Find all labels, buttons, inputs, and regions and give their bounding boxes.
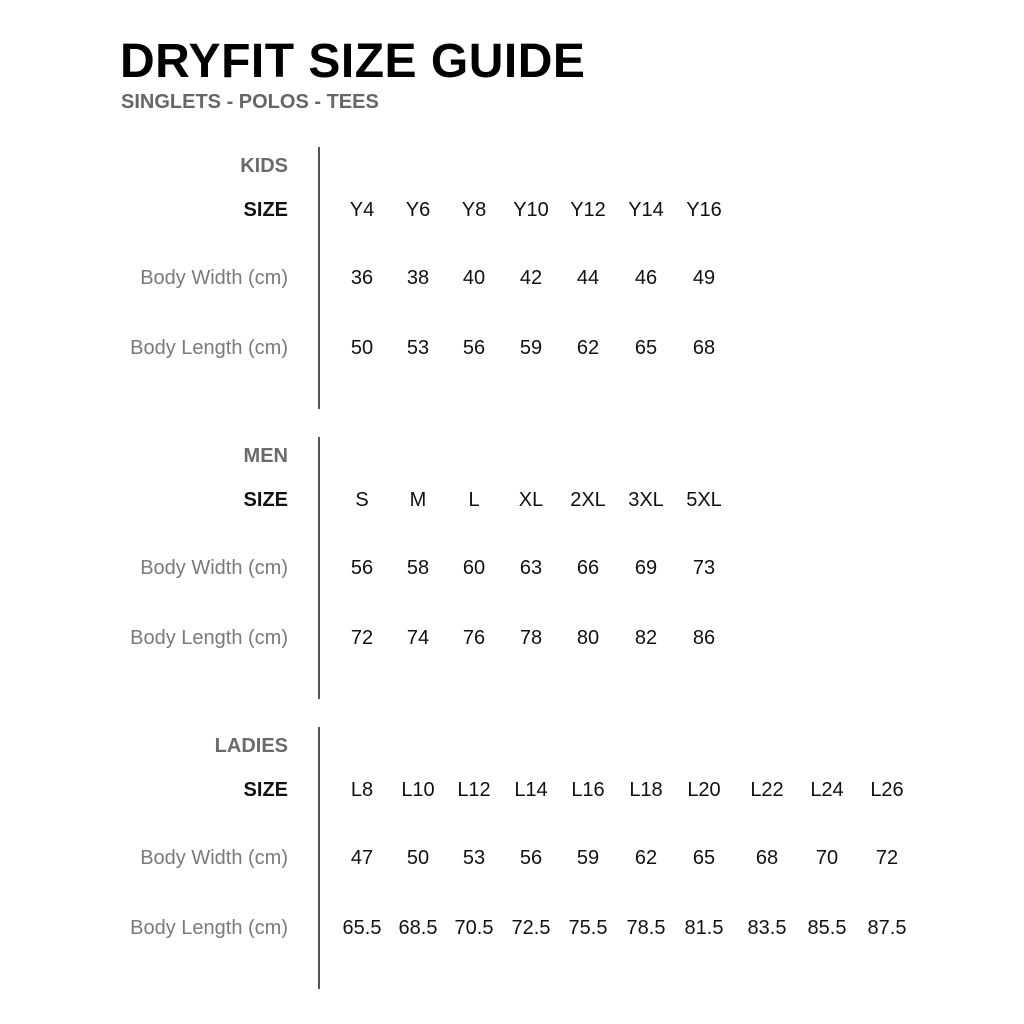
section-title: LADIES (214, 735, 288, 757)
section-title: MEN (243, 445, 288, 467)
size-cell: S (355, 489, 369, 511)
size-cell: L22 (750, 779, 784, 801)
body-width-cell: 47 (350, 847, 374, 869)
size-cell: Y12 (570, 199, 606, 221)
body-length-cell: 85.5 (807, 917, 847, 939)
size-cell: Y10 (513, 199, 549, 221)
body-width-cell: 68 (755, 847, 779, 869)
body-length-cell: 80 (576, 627, 600, 649)
size-cell: M (409, 489, 427, 511)
size-row-label: SIZE (243, 779, 288, 801)
size-cell: Y16 (686, 199, 722, 221)
body-width-row-label: Body Width (cm) (140, 557, 288, 579)
size-cell: 3XL (628, 489, 664, 511)
body-length-cell: 74 (406, 627, 430, 649)
body-length-cell: 59 (519, 337, 543, 359)
body-length-cell: 72 (350, 627, 374, 649)
size-cell: 2XL (570, 489, 606, 511)
body-width-cell: 72 (875, 847, 899, 869)
body-length-cell: 65.5 (342, 917, 382, 939)
size-cell: L24 (810, 779, 844, 801)
size-cell: L8 (350, 779, 374, 801)
body-length-cell: 83.5 (747, 917, 787, 939)
size-cell: Y14 (628, 199, 664, 221)
body-width-cell: 59 (576, 847, 600, 869)
size-cell: L14 (514, 779, 548, 801)
body-length-cell: 76 (462, 627, 486, 649)
body-width-cell: 70 (815, 847, 839, 869)
size-cell: 5XL (686, 489, 722, 511)
body-width-cell: 56 (350, 557, 374, 579)
body-width-cell: 66 (576, 557, 600, 579)
body-width-cell: 46 (634, 267, 658, 289)
body-length-cell: 53 (406, 337, 430, 359)
body-width-cell: 62 (634, 847, 658, 869)
body-width-cell: 40 (462, 267, 486, 289)
size-cell: L26 (870, 779, 904, 801)
size-cell: L12 (457, 779, 491, 801)
size-cell: L18 (629, 779, 663, 801)
page-subtitle: SINGLETS - POLOS - TEES (121, 91, 379, 113)
body-width-cell: 63 (519, 557, 543, 579)
body-length-cell: 81.5 (684, 917, 724, 939)
size-row-label: SIZE (243, 489, 288, 511)
body-width-row-label: Body Width (cm) (140, 267, 288, 289)
body-width-cell: 60 (462, 557, 486, 579)
page-title: DRYFIT SIZE GUIDE (120, 35, 586, 88)
section-ladies (0, 727, 1024, 989)
body-width-row-label: Body Width (cm) (140, 847, 288, 869)
section-men (0, 437, 1024, 699)
size-row-label: SIZE (243, 199, 288, 221)
body-width-cell: 38 (406, 267, 430, 289)
body-length-cell: 56 (462, 337, 486, 359)
body-length-cell: 78 (519, 627, 543, 649)
section-kids (0, 147, 1024, 409)
body-length-cell: 75.5 (568, 917, 608, 939)
size-cell: Y4 (349, 199, 375, 221)
body-width-cell: 49 (692, 267, 716, 289)
body-width-cell: 36 (350, 267, 374, 289)
body-width-cell: 42 (519, 267, 543, 289)
size-cell: L10 (401, 779, 435, 801)
body-width-cell: 58 (406, 557, 430, 579)
body-length-row-label: Body Length (cm) (130, 627, 288, 649)
size-cell: L16 (571, 779, 605, 801)
section-title: KIDS (240, 155, 288, 177)
body-length-cell: 65 (634, 337, 658, 359)
column-divider (318, 727, 320, 989)
body-length-row-label: Body Length (cm) (130, 337, 288, 359)
size-cell: Y8 (461, 199, 487, 221)
size-cell: L20 (687, 779, 721, 801)
column-divider (318, 147, 320, 409)
body-length-cell: 68.5 (398, 917, 438, 939)
body-length-row-label: Body Length (cm) (130, 917, 288, 939)
body-length-cell: 87.5 (867, 917, 907, 939)
body-width-cell: 50 (406, 847, 430, 869)
body-width-cell: 56 (519, 847, 543, 869)
body-length-cell: 86 (692, 627, 716, 649)
body-width-cell: 65 (692, 847, 716, 869)
body-width-cell: 53 (462, 847, 486, 869)
body-length-cell: 50 (350, 337, 374, 359)
body-length-cell: 68 (692, 337, 716, 359)
body-length-cell: 62 (576, 337, 600, 359)
size-cell: Y6 (405, 199, 431, 221)
body-width-cell: 44 (576, 267, 600, 289)
column-divider (318, 437, 320, 699)
body-width-cell: 73 (692, 557, 716, 579)
body-length-cell: 72.5 (511, 917, 551, 939)
body-width-cell: 69 (634, 557, 658, 579)
size-cell: XL (518, 489, 544, 511)
body-length-cell: 78.5 (626, 917, 666, 939)
body-length-cell: 70.5 (454, 917, 494, 939)
size-cell: L (468, 489, 480, 511)
body-length-cell: 82 (634, 627, 658, 649)
